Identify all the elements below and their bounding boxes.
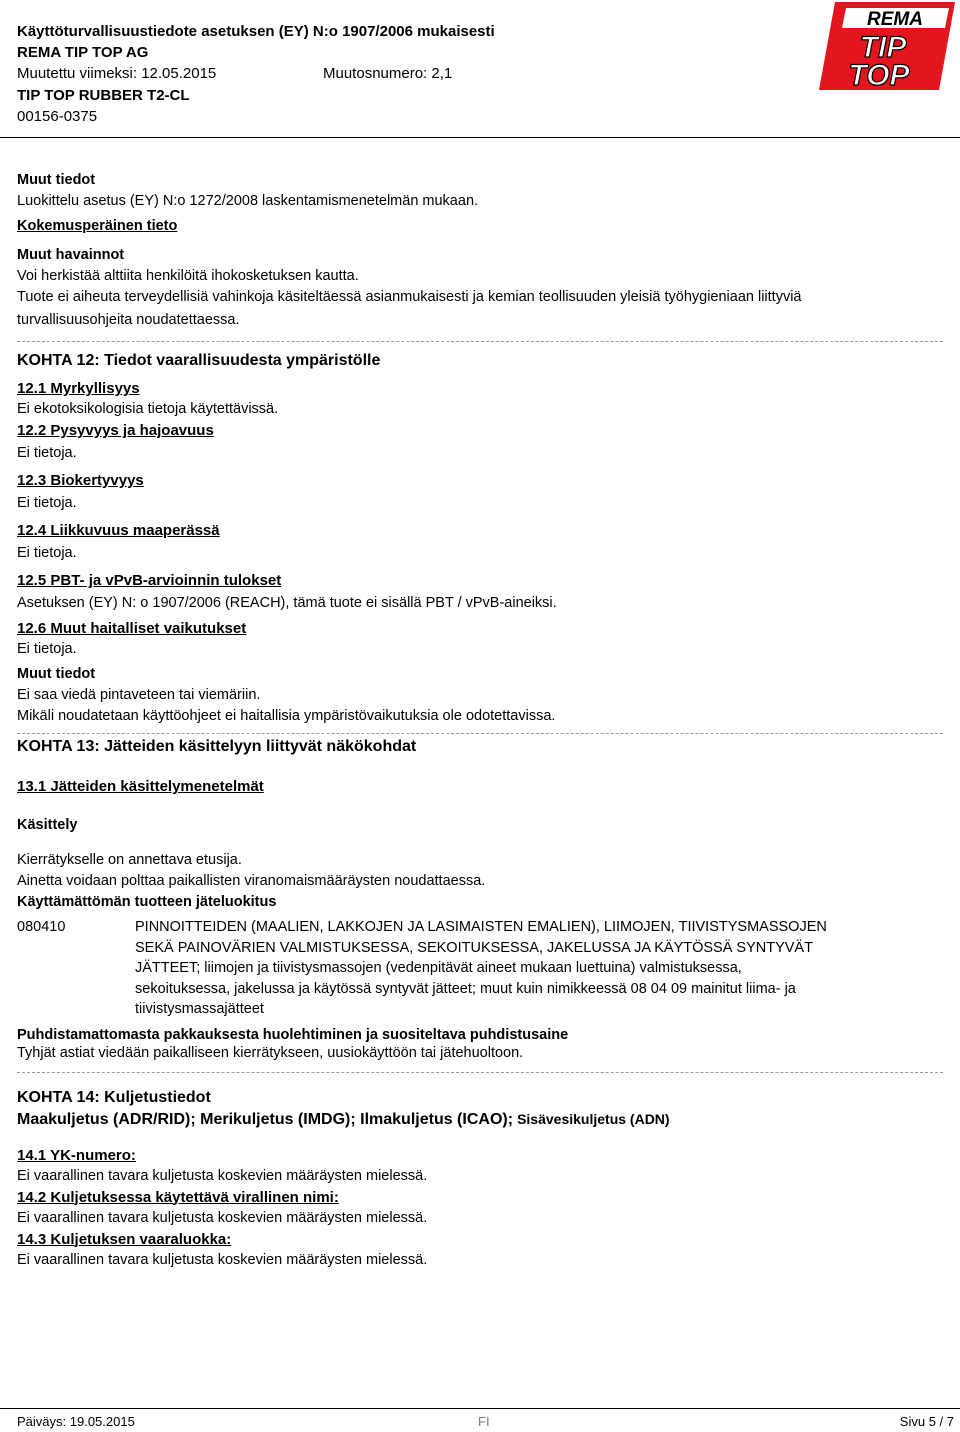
rema-tip-top-logo: [813, 2, 955, 90]
s14-1-value: Ei vaarallinen tavara kuljetusta koskevien määräysten mielessä.: [17, 1167, 428, 1184]
s13-title: KOHTA 13: Jätteiden käsittelyyn liittyvät näkökohdat: [17, 738, 417, 755]
s11-experience-title: Kokemusperäinen tieto: [17, 218, 178, 234]
footer-language: FI: [478, 1414, 490, 1429]
s11-other-title: Muut tiedot: [17, 172, 96, 188]
waste-desc-line: tiivistysmassajätteet: [135, 1001, 264, 1017]
waste-code: 080410: [17, 919, 66, 935]
s13-packaging-title: Puhdistamattomasta pakkauksesta huolehtiminen ja suositeltava puhdistusaine: [17, 1026, 569, 1043]
section-divider: [17, 1072, 943, 1073]
sds-title: Käyttöturvallisuustiedote asetuksen (EY) N:o 1907/2006 mukaisesti: [17, 23, 495, 40]
s11-obs-3: turvallisuusohjeita noudatettaessa.: [17, 312, 240, 328]
logo-tip-text: TIP: [859, 31, 907, 64]
s12-title: KOHTA 12: Tiedot vaarallisuudesta ympäristölle: [17, 352, 381, 369]
footer-page-number: Sivu 5 / 7: [899, 1414, 954, 1429]
s14-1-title: 14.1 YK-numero:: [17, 1146, 136, 1164]
s14-2-title: 14.2 Kuljetuksessa käytettävä virallinen nimi:: [17, 1188, 339, 1206]
s14-3-title: 14.3 Kuljetuksen vaaraluokka:: [17, 1230, 232, 1248]
document-body: [17, 170, 943, 1271]
s11-obs-2: Tuote ei aiheuta terveydellisiä vahinkoja käsiteltäessä asianmukaisesti ja kemian teollisuuden yleisiä työhygieniaan liittyviä: [17, 289, 802, 305]
s12-4-value: Ei tietoja.: [17, 545, 77, 561]
s12-4-title: 12.4 Liikkuvuus maaperässä: [17, 522, 220, 539]
footer-date: Päiväys: 19.05.2015: [17, 1414, 135, 1429]
logo-top-text: TOP: [848, 59, 910, 90]
s13-1-title: 13.1 Jätteiden käsittelymenetelmät: [17, 778, 264, 795]
s12-1-value: Ei ekotoksikologisia tietoja käytettävissä.: [17, 401, 279, 417]
s12-3-title: 12.3 Biokertyvyys: [17, 472, 144, 489]
s13-waste-title: Käyttämättömän tuotteen jäteluokitus: [17, 894, 277, 910]
waste-desc-line: PINNOITTEIDEN (MAALIEN, LAKKOJEN JA LASIMAISTEN EMALIEN), LIIMOJEN, TIIVISTYSMASSOJEN: [135, 919, 827, 935]
s13-handling-2: Ainetta voidaan polttaa paikallisten viranomaismääräysten noudattaessa.: [17, 873, 486, 889]
waste-desc-line: SEKÄ PAINOVÄRIEN VALMISTUKSESSA, SEKOITUKSESSA, JAKELUSSA JA KÄYTÖSSÄ SYNTYVÄT: [135, 939, 813, 956]
s12-other-1: Ei saa viedä pintaveteen tai viemäriin.: [17, 687, 261, 703]
footer-divider: [0, 1408, 960, 1409]
s13-handling-1: Kierrätykselle on annettava etusija.: [17, 852, 242, 868]
s12-2-value: Ei tietoja.: [17, 445, 77, 461]
waste-code-row: [17, 917, 943, 1020]
s14-2-value: Ei vaarallinen tavara kuljetusta koskevien määräysten mielessä.: [17, 1209, 428, 1226]
product-name: TIP TOP RUBBER T2-CL: [17, 87, 190, 104]
s14-modes-main: Maakuljetus (ADR/RID); Merikuljetus (IMDG); Ilmakuljetus (ICAO);: [17, 1110, 514, 1128]
waste-desc-line: JÄTTEET; liimojen ja tiivistysmassojen (vedenpitävät aineet mukaan luettuina) valmistuksessa,: [135, 960, 742, 976]
document-header: [0, 0, 960, 138]
revision-number: Muutosnumero: 2,1: [323, 65, 453, 82]
section-divider: [17, 733, 943, 734]
s14-title: KOHTA 14: Kuljetustiedot: [17, 1088, 211, 1106]
s11-other-text: Luokittelu asetus (EY) N:o 1272/2008 laskentamismenetelmän mukaan.: [17, 193, 479, 209]
s12-2-title: 12.2 Pysyvyys ja hajoavuus: [17, 422, 214, 439]
s14-3-value: Ei vaarallinen tavara kuljetusta koskevien määräysten mielessä.: [17, 1251, 428, 1268]
s12-5-value: Asetuksen (EY) N: o 1907/2006 (REACH), tämä tuote ei sisällä PBT / vPvB-aineiksi.: [17, 595, 557, 611]
s14-transport-modes: [17, 1109, 943, 1131]
revision-date: Muutettu viimeksi: 12.05.2015: [17, 65, 217, 82]
s11-obs-1: Voi herkistää alttiita henkilöitä ihokosketuksen kautta.: [17, 268, 359, 284]
s12-3-value: Ei tietoja.: [17, 495, 77, 511]
header-divider: [0, 137, 960, 138]
s12-6-value: Ei tietoja.: [17, 641, 77, 657]
s12-6-title: 12.6 Muut haitalliset vaikutukset: [17, 620, 247, 637]
s12-5-title: 12.5 PBT- ja vPvB-arvioinnin tulokset: [17, 572, 282, 589]
s12-1-title: 12.1 Myrkyllisyys: [17, 380, 140, 397]
company-name: REMA TIP TOP AG: [17, 44, 149, 61]
s13-handling-title: Käsittely: [17, 817, 78, 833]
s11-observations-title: Muut havainnot: [17, 247, 125, 263]
waste-description: [135, 917, 895, 1020]
page-footer: [0, 1408, 960, 1432]
s12-other-title: Muut tiedot: [17, 666, 96, 682]
waste-desc-line: sekoituksessa, jakelussa ja käytössä syntyvät jätteet; muut kuin nimikkeessä 08 04 09 mainitut liima- ja: [135, 980, 796, 997]
s12-other-2: Mikäli noudatetaan käyttöohjeet ei haitallisia ympäristövaikutuksia ole odotettavissa.: [17, 708, 556, 724]
s13-packaging-text: Tyhjät astiat viedään paikalliseen kierrätykseen, uusiokäyttöön tai jätehuoltoon.: [17, 1044, 524, 1061]
logo-rema-text: REMA: [867, 9, 923, 30]
product-code: 00156-0375: [17, 108, 98, 125]
s14-modes-small: Sisävesikuljetus (ADN): [517, 1110, 670, 1127]
section-divider: [17, 341, 943, 342]
